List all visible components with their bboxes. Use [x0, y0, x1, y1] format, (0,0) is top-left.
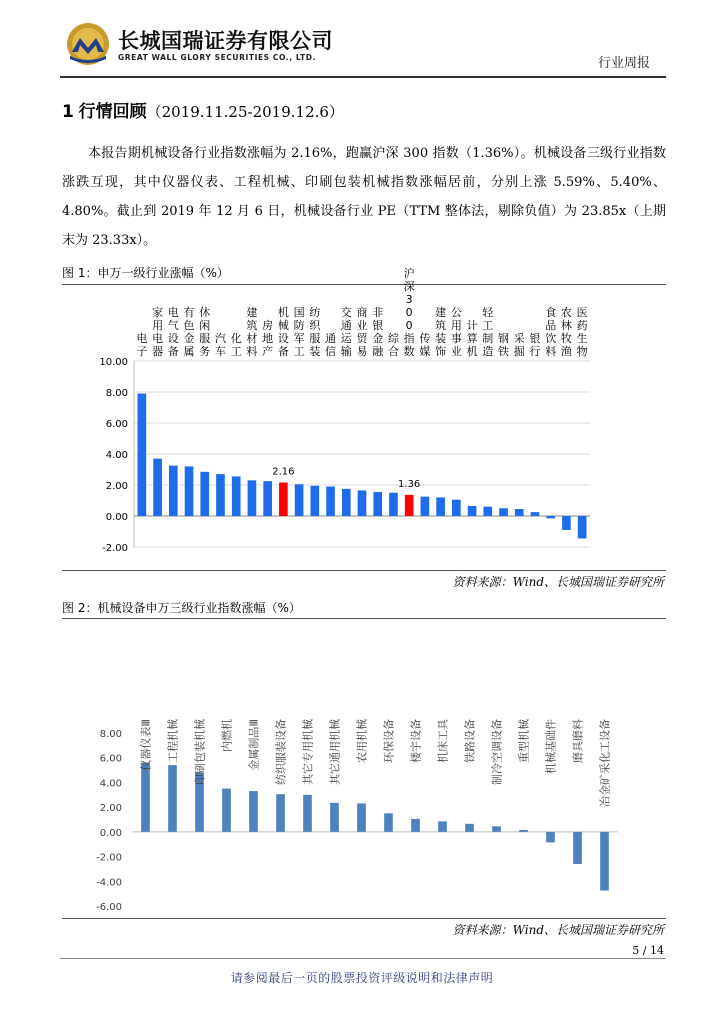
chart2-ytick-label: 8.00: [99, 729, 122, 740]
chart2-bar: [492, 826, 501, 832]
figure1-title: 图 1：申万一级行业涨幅（%）: [62, 266, 229, 280]
figure1-source: 资料来源：Wind、长城国瑞证券研究所: [452, 575, 664, 589]
chart1-category-label: 有色金属: [183, 306, 195, 358]
chart1-category-label: 沪深 3 0 0 指数: [403, 267, 415, 358]
chart2-ytick-label: -4.00: [96, 877, 122, 889]
company-name-cn: 长城国瑞证券有限公司: [118, 29, 333, 53]
chart1-bar: [279, 483, 288, 516]
footer-divider: [60, 958, 666, 959]
chart2-category-label: 其它专用机械: [301, 719, 315, 785]
chart2-ytick-label: 4.00: [99, 778, 122, 790]
figure2-source: 资料来源：Wind、长城国瑞证券研究所: [452, 923, 664, 937]
chart1-category-label: 机械设备: [277, 306, 289, 358]
chart2-bar: [546, 832, 555, 843]
header-divider: [60, 76, 666, 78]
chart1-bar: [138, 394, 147, 516]
chart2-category-label: 其它通用机械: [328, 719, 342, 785]
chart2-ytick-label: 6.00: [99, 753, 122, 765]
chart2-category-label: 工程机械: [166, 719, 180, 763]
figure2-bottom-rule: [62, 918, 666, 919]
chart1-category-label: 电气设备: [167, 306, 179, 358]
chart1-ytick-label: 8.00: [105, 388, 128, 399]
chart1-category-label: 建筑材料: [246, 306, 258, 358]
chart2-category-label: 机械基础件: [544, 719, 558, 774]
chart2-bar: [330, 803, 339, 832]
chart1-category-label: 钢铁: [498, 332, 510, 358]
chart1-bar: [452, 500, 461, 516]
chart1-bar: [263, 481, 272, 516]
chart2-category-label: 铁路设备: [463, 719, 477, 763]
chart2-category-label: 制冷空调设备: [490, 719, 504, 785]
chart2-bar: [519, 830, 528, 832]
chart1-category-label: 公用事业: [450, 306, 462, 358]
chart1-bar: [562, 516, 571, 530]
section-heading: 行情回顾: [78, 102, 147, 122]
chart2-bar: [600, 832, 609, 891]
section-title: [62, 97, 344, 122]
chart1-data-label: 1.36: [398, 478, 421, 490]
chart1-category-label: 建筑装饰: [435, 306, 447, 358]
chart2-category-label: 仪器仪表Ⅲ: [139, 719, 153, 771]
chart2-category-label: 环保设备: [382, 719, 396, 763]
chart1-bar: [169, 466, 178, 516]
chart1-category-label: 轻工制造: [482, 306, 494, 358]
chart2-bar: [465, 824, 474, 832]
figure2-title: 图 2：机械设备申万三级行业指数涨幅（%）: [62, 601, 301, 615]
chart2-ytick-label: 2.00: [99, 803, 122, 815]
chart1-bar: [531, 512, 540, 516]
footer-disclaimer: 请参阅最后一页的股票投资评级说明和法律声明: [230, 971, 494, 985]
chart1-ytick-label: 2.00: [105, 481, 128, 492]
chart1-category-label: 通信: [325, 332, 337, 358]
chart1-category-label: 非银金融: [372, 306, 384, 358]
chart1-category-label: 综合: [387, 332, 399, 358]
chart2-bar: [438, 821, 447, 832]
chart2-category-label: 农用机械: [355, 719, 369, 763]
chart1-bar: [248, 480, 257, 516]
figure2-chart: [62, 619, 666, 917]
chart1-ytick-label: 10.00: [99, 357, 128, 368]
chart2-category-label: 楼宇设备: [409, 719, 423, 763]
chart2-category-label: 磨具磨料: [571, 719, 585, 763]
chart1-category-label: 交通运输: [340, 306, 352, 358]
chart1-category-label: 银行: [529, 332, 541, 358]
chart2-ytick-label: -2.00: [96, 852, 122, 864]
chart1-bar: [436, 497, 445, 516]
chart2-ytick-label: -6.00: [96, 902, 122, 913]
chart1-category-label: 房地产: [262, 319, 274, 358]
chart2-bar: [573, 832, 582, 864]
chart1-data-label: 2.16: [272, 466, 295, 478]
chart2-bar: [411, 819, 420, 832]
chart2-category-label: 金属制品Ⅲ: [247, 719, 261, 771]
chart1-category-label: 计算机: [466, 319, 478, 358]
report-type: 行业周报: [598, 56, 651, 71]
chart2-category-label: 内燃机: [220, 719, 234, 752]
chart1-category-label: 纺织服装: [309, 306, 321, 358]
chart2-bar: [357, 803, 366, 831]
company-logo-icon: [66, 22, 110, 66]
section-number: 1: [62, 102, 74, 122]
chart1-bar: [358, 490, 367, 516]
chart1-bar: [468, 506, 477, 516]
chart1-bar: [153, 459, 162, 516]
figure1-bottom-rule: [62, 570, 666, 571]
chart1-bar: [578, 516, 587, 538]
chart1-ytick-label: 6.00: [105, 419, 128, 430]
company-name-en: GREAT WALL GLORY SECURITIES CO., LTD.: [118, 53, 317, 62]
chart2-bar: [141, 763, 150, 832]
chart1-bar: [389, 493, 398, 516]
chart1-category-label: 采掘: [513, 332, 525, 358]
chart1-bar: [546, 516, 555, 518]
chart1-category-label: 休闲服务: [199, 306, 211, 358]
chart1-category-label: 食品饮料: [545, 306, 557, 358]
chart1-bar: [483, 507, 492, 516]
chart2-category-label: 纺织服装设备: [274, 719, 288, 785]
chart1-category-label: 电子: [136, 332, 148, 358]
chart1-bar: [216, 474, 225, 516]
chart1-category-label: 传媒: [419, 332, 431, 358]
chart2-bar: [384, 813, 393, 832]
chart1-ytick-label: -2.00: [102, 543, 128, 554]
chart1-bar: [499, 508, 508, 516]
chart1-category-label: 国防军工: [293, 306, 305, 358]
chart1-bar: [232, 476, 241, 516]
chart1-category-label: 汽车: [214, 332, 226, 358]
chart1-bar: [421, 497, 430, 516]
chart2-category-label: 重型机械: [517, 719, 531, 763]
chart1-ytick-label: 0.00: [105, 512, 128, 523]
page-number: 5 / 14: [632, 944, 664, 957]
chart1-ytick-label: 4.00: [105, 450, 128, 461]
chart2-category-label: 机床工具: [436, 719, 450, 763]
section-period: （2019.11.25-2019.12.6）: [146, 103, 344, 121]
chart2-bar: [249, 791, 258, 832]
chart1-bar: [185, 466, 194, 516]
chart2-bar: [168, 765, 177, 832]
chart2-bar: [222, 789, 231, 832]
chart2-ytick-label: 0.00: [99, 827, 122, 839]
chart1-bar: [515, 509, 524, 516]
body-paragraph: 本报告期机械设备行业指数涨幅为 2.16%，跑赢沪深 300 指数（1.36%）。机械设备三级行业指数涨跌互现，其中仪器仪表、工程机械、印刷包装机械指数涨幅居前，分别上涨 5.59%、5.40%、4.80%。截止到 2019 年 12 月 6 日，机械设备行业 PE（TTM 整体法，剔除负值）为 23.85x（上期末为 23.33x）。: [62, 146, 666, 248]
chart1-category-label: 商业贸易: [356, 306, 368, 358]
chart1-bar: [200, 472, 209, 516]
chart1-bar: [373, 492, 382, 516]
chart1-category-label: 医药生物: [576, 306, 588, 358]
chart1-category-label: 化工: [230, 332, 242, 358]
chart1-category-label: 家用电器: [152, 306, 164, 358]
chart1-bar: [295, 484, 304, 516]
chart2-bar: [303, 795, 312, 832]
chart1-bar: [342, 489, 351, 516]
chart1-bar: [326, 487, 335, 516]
chart1-bar: [311, 486, 320, 516]
chart2-bar: [276, 794, 285, 832]
chart2-category-label: 冶金矿采化工设备: [598, 719, 612, 807]
chart1-category-label: 农林牧渔: [560, 306, 572, 358]
chart2-category-label: 印刷包装机械: [193, 719, 207, 785]
chart1-bar: [405, 495, 414, 516]
